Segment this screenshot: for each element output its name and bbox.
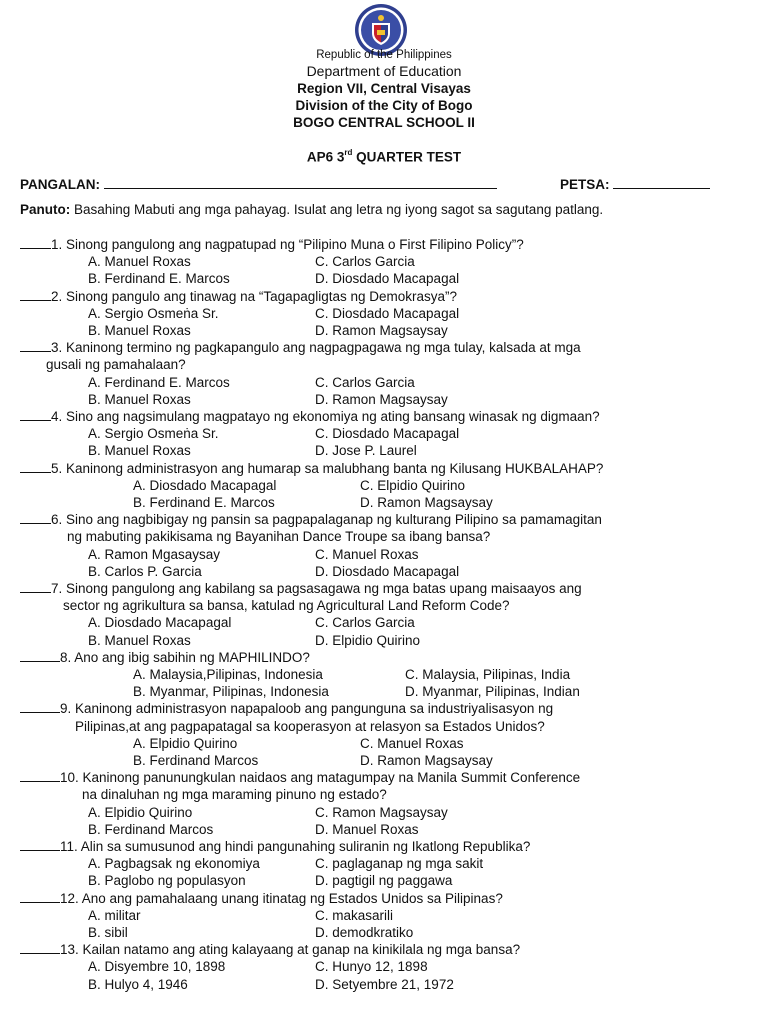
answer-option: B. Manuel Roxas — [88, 391, 191, 407]
name-label: PANGALAN: — [20, 177, 100, 192]
answer-option: A. Malaysia,Pilipinas, Indonesia — [133, 666, 323, 682]
answer-option: B. Carlos P. Garcia — [88, 563, 202, 579]
answer-option: B. Ferdinand Marcos — [88, 821, 214, 837]
question-list — [20, 236, 750, 993]
header-division: Division of the City of Bogo — [295, 98, 473, 113]
answer-option: D. Diosdado Macapagal — [315, 563, 460, 579]
question-item — [20, 700, 750, 769]
question-line: 8. Ano ang ibig sabihin ng MAPHILINDO? — [60, 649, 310, 665]
answer-option: B. Myanmar, Pilipinas, Indonesia — [133, 684, 329, 700]
answer-option: C. Ramon Magsaysay — [315, 804, 448, 820]
answer-option: C. Manuel Roxas — [360, 735, 464, 751]
answer-option: C. paglaganap ng mga sakit — [315, 856, 484, 872]
answer-option: A. Sergio Osmeṅa Sr. — [88, 305, 219, 321]
answer-option: B. Paglobo ng populasyon — [88, 873, 246, 889]
answer-blank[interactable] — [20, 236, 51, 249]
answer-option: A. Diosdado Macapagal — [133, 477, 277, 493]
answer-blank[interactable] — [20, 408, 51, 421]
question-item — [20, 460, 750, 512]
answer-option: C. Diosdado Macapagal — [315, 426, 460, 442]
question-line: 2. Sinong pangulo ang tinawag na “Tagapagligtas ng Demokrasya”? — [51, 288, 458, 304]
question-text — [20, 408, 750, 425]
answer-option: A. Ferdinand E. Marcos — [88, 374, 230, 390]
question-item — [20, 941, 750, 993]
answer-option: D. Ramon Magsaysay — [360, 494, 493, 510]
answer-option: B. Ferdinand Marcos — [133, 752, 259, 768]
options-grid — [20, 614, 750, 648]
answer-blank[interactable] — [20, 460, 51, 473]
question-text — [20, 890, 750, 907]
answer-option: D. pagtigil ng paggawa — [315, 873, 453, 889]
instructions-text: Basahing Mabuti ang mga pahayag. Isulat ang letra ng iyong sagot sa sagutang patlang. — [70, 202, 604, 217]
header-department: Department of Education — [306, 63, 462, 79]
answer-option: C. makasarili — [315, 907, 394, 923]
answer-option: C. Malaysia, Pilipinas, India — [405, 666, 571, 682]
question-line: 9. Kaninong administrasyon napapaloob ang pangunguna sa industriyalisasyon ng — [60, 701, 554, 717]
answer-option: C. Diosdado Macapagal — [315, 305, 460, 321]
answer-option: C. Carlos Garcia — [315, 615, 415, 631]
question-line: sector ng agrikultura sa bansa, katulad ng Agricultural Land Reform Code? — [63, 598, 510, 614]
answer-blank[interactable] — [20, 339, 51, 352]
test-title-sup: rd — [344, 148, 353, 157]
question-text — [20, 236, 750, 253]
answer-option: D. Manuel Roxas — [315, 821, 419, 837]
answer-option: C. Elpidio Quirino — [360, 477, 466, 493]
answer-option: D. Ramon Magsaysay — [315, 391, 448, 407]
answer-option: B. Manuel Roxas — [88, 443, 191, 459]
options-grid — [20, 907, 750, 941]
answer-option: D. Ramon Magsaysay — [360, 752, 493, 768]
question-line: 1. Sinong pangulong ang nagpatupad ng “Pilipino Muna o First Filipino Policy”? — [51, 237, 524, 252]
question-text — [20, 838, 750, 855]
instructions-label: Panuto: — [20, 202, 71, 217]
question-item — [20, 890, 750, 942]
test-title-suffix: QUARTER TEST — [352, 149, 462, 165]
answer-option: B. Manuel Roxas — [88, 632, 191, 648]
header-republic: Republic of the Philippines — [316, 49, 452, 61]
answer-option: B. Manuel Roxas — [88, 322, 191, 338]
answer-blank[interactable] — [20, 769, 60, 782]
name-blank[interactable] — [104, 176, 497, 189]
question-item — [20, 580, 750, 649]
question-line: 13. Kailan natamo ang ating kalayaang at ganap na kinikilala ng mga bansa? — [60, 942, 521, 958]
header-region: Region VII, Central Visayas — [297, 81, 471, 96]
question-text — [20, 339, 750, 356]
answer-blank[interactable] — [20, 890, 60, 903]
answer-option: D. Diosdado Macapagal — [315, 271, 460, 287]
answer-blank[interactable] — [20, 288, 51, 301]
question-text — [20, 700, 750, 717]
answer-option: D. Ramon Magsaysay — [315, 322, 448, 338]
answer-option: A. Ramon Mgasaysay — [88, 546, 221, 562]
options-grid — [20, 666, 750, 700]
question-line: 12. Ano ang pamahalaang unang itinatag ng Estados Unidos sa Pilipinas? — [60, 890, 503, 906]
answer-option: C. Carlos Garcia — [315, 374, 415, 390]
answer-option: A. Disyembre 10, 1898 — [88, 959, 226, 975]
question-item — [20, 288, 750, 340]
question-line: 3. Kaninong termino ng pagkapangulo ang nagpagpagawa ng mga tulay, kalsada at mga — [51, 340, 581, 356]
question-text — [20, 580, 750, 597]
question-line: ng mabuting pakikisama ng Bayanihan Dance Troupe sa ibang bansa? — [67, 529, 491, 545]
answer-option: A. Sergio Osmeṅa Sr. — [88, 426, 219, 442]
question-item — [20, 339, 750, 408]
answer-blank[interactable] — [20, 941, 60, 954]
answer-option: C. Carlos Garcia — [315, 254, 415, 270]
question-line: 4. Sino ang nagsimulang magpatayo ng ekonomiya ng ating bansang winasak ng digmaan? — [51, 408, 600, 424]
options-grid — [20, 855, 750, 889]
answer-option: B. Hulyo 4, 1946 — [88, 976, 188, 992]
question-item — [20, 838, 750, 890]
instructions — [20, 202, 603, 217]
answer-option: D. Myanmar, Pilipinas, Indian — [405, 684, 580, 700]
answer-blank[interactable] — [20, 700, 60, 713]
question-text — [20, 511, 750, 528]
answer-option: C. Manuel Roxas — [315, 546, 419, 562]
answer-option: D. Elpidio Quirino — [315, 632, 421, 648]
question-text — [20, 460, 750, 477]
answer-blank[interactable] — [20, 580, 51, 593]
answer-option: C. Hunyo 12, 1898 — [315, 959, 428, 975]
options-grid — [20, 425, 750, 459]
answer-option: A. militar — [88, 907, 141, 923]
question-text — [20, 769, 750, 786]
options-grid — [20, 804, 750, 838]
date-field-row — [560, 176, 710, 192]
options-grid — [20, 735, 750, 769]
answer-option: B. Ferdinand E. Marcos — [88, 271, 230, 287]
answer-option: D. Setyembre 21, 1972 — [315, 976, 454, 992]
options-grid — [20, 305, 750, 339]
options-grid — [20, 253, 750, 287]
question-line: gusali ng pamahalaan? — [46, 357, 186, 373]
question-item — [20, 511, 750, 580]
answer-option: D. demodkratiko — [315, 924, 414, 940]
options-grid — [20, 546, 750, 580]
answer-option: A. Diosdado Macapagal — [88, 615, 232, 631]
answer-option: D. Jose P. Laurel — [315, 443, 417, 459]
question-line: 11. Alin sa sumusunod ang hindi pangunahing suliranin ng Ikatlong Republika? — [60, 838, 531, 854]
question-line: Pilipinas,at ang pagpapatagal sa kooperasyon at relasyon sa Estados Unidos? — [75, 718, 545, 734]
answer-option: A. Pagbagsak ng ekonomiya — [88, 856, 260, 872]
answer-option: A. Elpidio Quirino — [133, 735, 238, 751]
question-text — [20, 288, 750, 305]
date-blank[interactable] — [613, 176, 710, 189]
question-line: na dinaluhan ng mga maraming pinuno ng estado? — [82, 787, 387, 803]
answer-option: A. Elpidio Quirino — [88, 804, 193, 820]
question-item — [20, 769, 750, 838]
answer-option: B. Ferdinand E. Marcos — [133, 494, 275, 510]
answer-blank[interactable] — [20, 649, 60, 662]
question-line: 6. Sino ang nagbibigay ng pansin sa pagpapalaganap ng kulturang Pilipino sa pamamagitan — [51, 512, 602, 528]
date-label: PETSA: — [560, 177, 610, 192]
test-title — [0, 149, 768, 165]
answer-option: A. Manuel Roxas — [88, 254, 191, 270]
question-line: 10. Kaninong panunungkulan naidaos ang matagumpay na Manila Summit Conference — [60, 770, 581, 786]
question-item — [20, 649, 750, 701]
answer-blank[interactable] — [20, 511, 51, 524]
question-item — [20, 408, 750, 460]
question-line: 5. Kaninong administrasyon ang humarap sa malubhang banta ng Kilusang HUKBALAHAP? — [51, 460, 604, 476]
header-school: BOGO CENTRAL SCHOOL II — [293, 115, 475, 130]
question-text — [20, 649, 750, 666]
test-title-prefix: AP6 3 — [306, 149, 345, 165]
options-grid — [20, 374, 750, 408]
options-grid — [20, 958, 750, 992]
question-item — [20, 236, 750, 288]
answer-blank[interactable] — [20, 838, 60, 851]
name-field-row — [20, 176, 497, 192]
question-text — [20, 941, 750, 958]
options-grid — [20, 477, 750, 511]
answer-option: B. sibil — [88, 924, 128, 940]
question-line: 7. Sinong pangulong ang kabilang sa pagsasagawa ng mga batas upang maisaayos ang — [51, 580, 582, 596]
